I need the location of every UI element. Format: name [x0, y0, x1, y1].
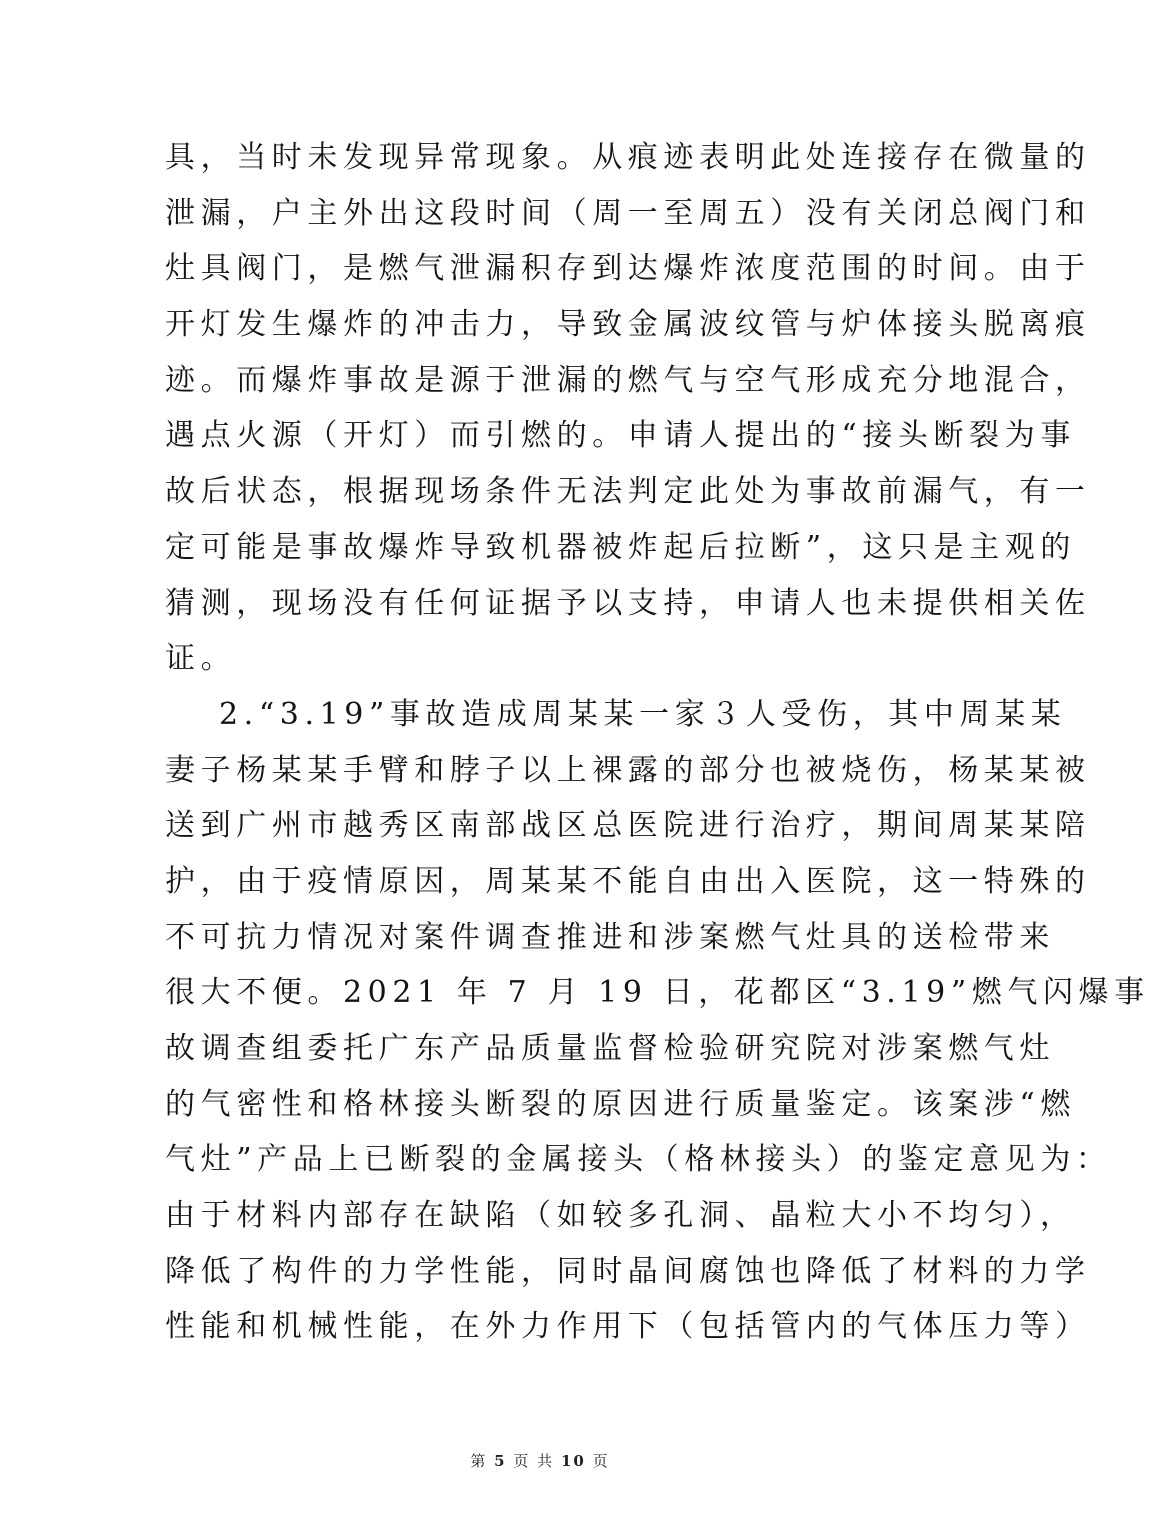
text-line: 定可能是事故爆炸导致机器被炸起后拉断”，这只是主观的 — [165, 529, 1076, 565]
text-line: 妻子杨某某手臂和脖子以上裸露的部分也被烧伤，杨某某被 — [165, 752, 1091, 788]
text-line: 迹。而爆炸事故是源于泄漏的燃气与空气形成充分地混合， — [165, 362, 1091, 398]
text-line: 故后状态，根据现场条件无法判定此处为事故前漏气，有一 — [165, 474, 1091, 510]
text-line: 灶具阀门，是燃气泄漏积存到达爆炸浓度范围的时间。由于 — [165, 251, 1091, 287]
footer-middle: 页 共 — [513, 1452, 555, 1470]
text-line: 气灶”产品上已断裂的金属接头（格林接头）的鉴定意见为： — [165, 1142, 1112, 1178]
footer-prefix: 第 — [470, 1452, 488, 1470]
footer-suffix: 页 — [592, 1452, 610, 1470]
page-footer — [0, 1450, 1080, 1471]
text-line: 遇点火源（开灯）而引燃的。申请人提出的“接头断裂为事 — [165, 418, 1076, 454]
current-page-number: 5 — [494, 1452, 507, 1470]
text-line: 具，当时未发现异常现象。从痕迹表明此处连接存在微量的 — [165, 140, 1091, 175]
text-line: 送到广州市越秀区南部战区总医院进行治疗，期间周某某陪 — [165, 808, 1091, 844]
text-line: 猜测，现场没有任何证据予以支持，申请人也未提供相关佐 — [165, 585, 1091, 621]
text-line: 泄漏，户主外出这段时间（周一至周五）没有关闭总阀门和 — [165, 195, 1091, 231]
text-line: 由于材料内部存在缺陷（如较多孔洞、晶粒大小不均匀）， — [165, 1198, 1076, 1234]
text-line: 的气密性和格林接头断裂的原因进行质量鉴定。该案涉“燃 — [165, 1086, 1076, 1122]
text-line: 性能和机械性能，在外力作用下（包括管内的气体压力等） — [165, 1309, 1091, 1345]
total-pages-number: 10 — [560, 1452, 586, 1470]
body-text — [165, 130, 1150, 1355]
text-line: 不可抗力情况对案件调查推进和涉案燃气灶具的送检带来 — [165, 919, 1055, 955]
text-line: 很大不便。2021 年 7 月 19 日，花都区“3.19”燃气闪爆事 — [165, 975, 1150, 1011]
text-line: 降低了构件的力学性能，同时晶间腐蚀也降低了材料的力学 — [165, 1253, 1091, 1289]
text-line-paragraph-start: 2.“3.19”事故造成周某某一家３人受伤，其中周某某 — [219, 696, 1067, 732]
text-line: 证。 — [165, 641, 237, 677]
text-line: 护，由于疫情原因，周某某不能自由出入医院，这一特殊的 — [165, 863, 1091, 899]
text-line: 故调查组委托广东产品质量监督检验研究院对涉案燃气灶 — [165, 1031, 1055, 1066]
text-line: 开灯发生爆炸的冲击力，导致金属波纹管与炉体接头脱离痕 — [165, 307, 1091, 343]
